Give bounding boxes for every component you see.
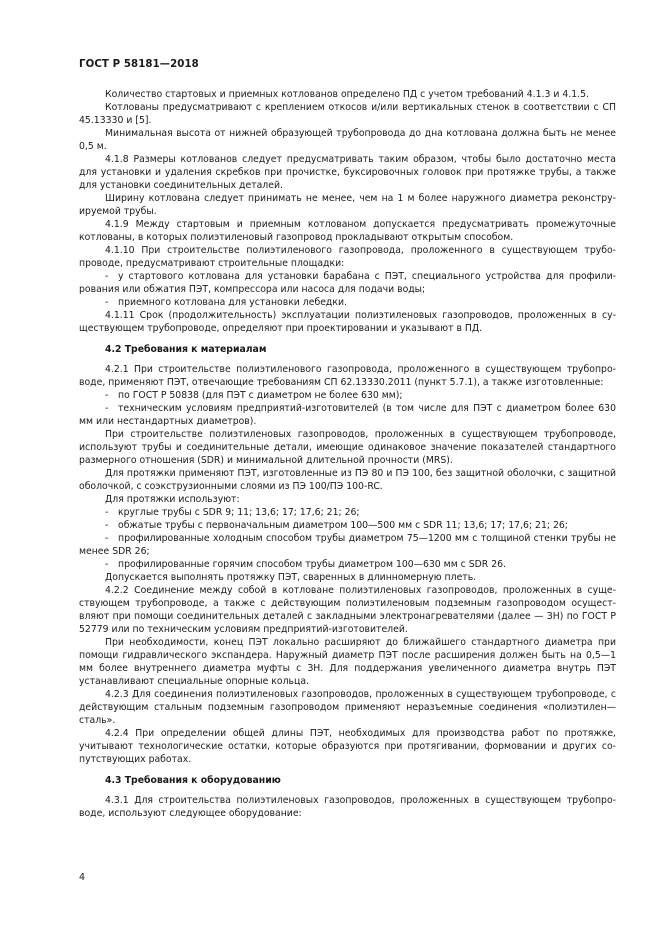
list-item [79,270,616,296]
paragraph: Ширину котлована следует принимать не менее, чем на 1 м более наружного диаметра реконструируемой трубы. [79,193,616,217]
paragraph: 4.1.9 Между стартовым и приемным котлованом допускается предусматривать промежуточные котлованы, в которых полиэтиленовый газопровод прокладывают открытым способом. [79,219,616,243]
list-item [79,558,616,571]
page-number: 4 [79,872,86,883]
list-item-text: профилированные холодным способом трубы диаметром 75—1200 мм с толщиной стенки трубы не менее SDR 26; [79,533,616,557]
list-item-text: профилированные горячим способом трубы диаметром 100—630 мм с SDR 26. [118,559,506,570]
document-header: ГОСТ Р 58181—2018 [79,59,199,70]
list-item [79,389,616,402]
paragraph: При необходимости, конец ПЭТ локально расширяют до ближайшего стандартного диаметра при помощи гидравлического экспандера. Наружный диаметр ПЭТ после расширения должен быть на 0,5—1 мм более внутреннего диаметра муфты с ЗН. Для поддержания увеличенного диаметра внутрь ПЭТ устанавливают специальные опорные кольца. [79,637,616,687]
dash-marker: - [105,520,109,531]
dash-marker: - [105,533,109,544]
paragraph: Количество стартовых и приемных котлованов определено ПД с учетом требований 4.1.3 и 4.1.5. [105,89,589,100]
section-heading: 4.2 Требования к материалам [105,344,267,355]
paragraph: 4.2.4 При определении общей длины ПЭТ, необходимых для производства работ по протяжке, учитывают технологические остатки, которые образуются при протягивании, формовании и других сопутствующих работах. [79,728,616,765]
paragraph: Допускается выполнять протяжку ПЭТ, сваренных в длинномерную плеть. [105,572,477,583]
list-item [79,519,616,532]
paragraph: 4.2.1 При строительстве полиэтиленового газопровода, проложенного в существующем трубопроводе, применяют ПЭТ, отвечающие требованиям СП 62.13330.2011 (пункт 5.7.1), а также изготовленные: [79,364,616,388]
list-item [79,402,616,428]
paragraph: 4.1.8 Размеры котлованов следует предусматривать таким образом, чтобы было достаточно места для установки и удаления скребков при прочистке, буксировочных головок при протяжке трубы, а также для установки соединительных деталей. [79,154,616,191]
section-heading: 4.3 Требования к оборудованию [105,775,281,786]
paragraph: 4.3.1 Для строительства полиэтиленовых газопроводов, проложенных в существующем трубопроводе, используют следующее оборудование: [79,795,616,819]
dash-marker: - [105,559,109,570]
paragraph: Котлованы предусматривают с креплением откосов и/или вертикальных стенок в соответствии с СП 45.13330 и [5]. [79,102,616,126]
list-item [79,532,616,558]
dash-marker: - [105,507,109,518]
list-item [79,506,616,519]
dash-marker: - [105,390,109,401]
dash-marker: - [105,271,109,282]
list-item-text: приемного котлована для установки лебедки. [118,297,347,308]
list-item [79,296,616,309]
list-item-text: круглые трубы с SDR 9; 11; 13,6; 17; 17,6; 21; 26; [118,507,360,518]
paragraph: Минимальная высота от нижней образующей трубопровода до дна котлована должна быть не менее 0,5 м. [79,128,616,152]
paragraph: 4.2.3 Для соединения полиэтиленовых газопроводов, проложенных в существующем трубопроводе, с действующим стальным подземным газопроводом применяют неразъемные соединения «полиэтилен—сталь». [79,689,616,726]
paragraph: Для протяжки применяют ПЭТ, изготовленные из ПЭ 80 и ПЭ 100, без защитной оболочки, с защитной оболочкой, с соэкструзионными слоями из ПЭ 100/ПЭ 100-RC. [79,468,616,492]
paragraph: Для протяжки используют: [105,494,240,505]
paragraph: 4.1.10 При строительстве полиэтиленового газопровода, проложенного в существующем трубопроводе, предусматривают строительные площадки: [79,245,616,269]
list-item-text: техническим условиям предприятий-изготовителей (в том числе для ПЭТ с диаметром более 630 мм или нестандартных диаметров). [79,403,616,427]
list-item-text: обжатые трубы с первоначальным диаметром 100—500 мм с SDR 11; 13,6; 17; 17,6; 21; 26; [118,520,568,531]
paragraph: 4.2.2 Соединение между собой в котловане полиэтиленовых газопроводов, проложенных в существующем трубопроводе, а также с действующим полиэтиленовым подземным газопроводом осуществляют при помощи соединительных деталей с закладными электронагревателями (далее — ЗН) по ГОСТ Р 52779 или по техническим условиям предприятий-изготовителей. [79,585,616,635]
paragraph: 4.1.11 Срок (продолжительность) эксплуатации полиэтиленовых газопроводов, проложенных в существующем трубопроводе, определяют при проектировании и указывают в ПД. [79,310,616,334]
dash-marker: - [105,297,109,308]
list-item-text: по ГОСТ Р 50838 (для ПЭТ с диаметром не более 630 мм); [118,390,403,401]
list-item-text: у стартового котлована для установки барабана с ПЭТ, специального устройства для профилирования или обжатия ПЭТ, компрессора или насоса для подачи воды; [79,271,616,295]
dash-marker: - [105,403,109,414]
document-body [79,88,616,820]
paragraph: При строительстве полиэтиленовых газопроводов, проложенных в существующем трубопроводе, используют трубы и соединительные детали, имеющие одинаковое значение показателей стандартного размерного отношения (SDR) и минимальной длительной прочности (MRS). [79,429,616,466]
